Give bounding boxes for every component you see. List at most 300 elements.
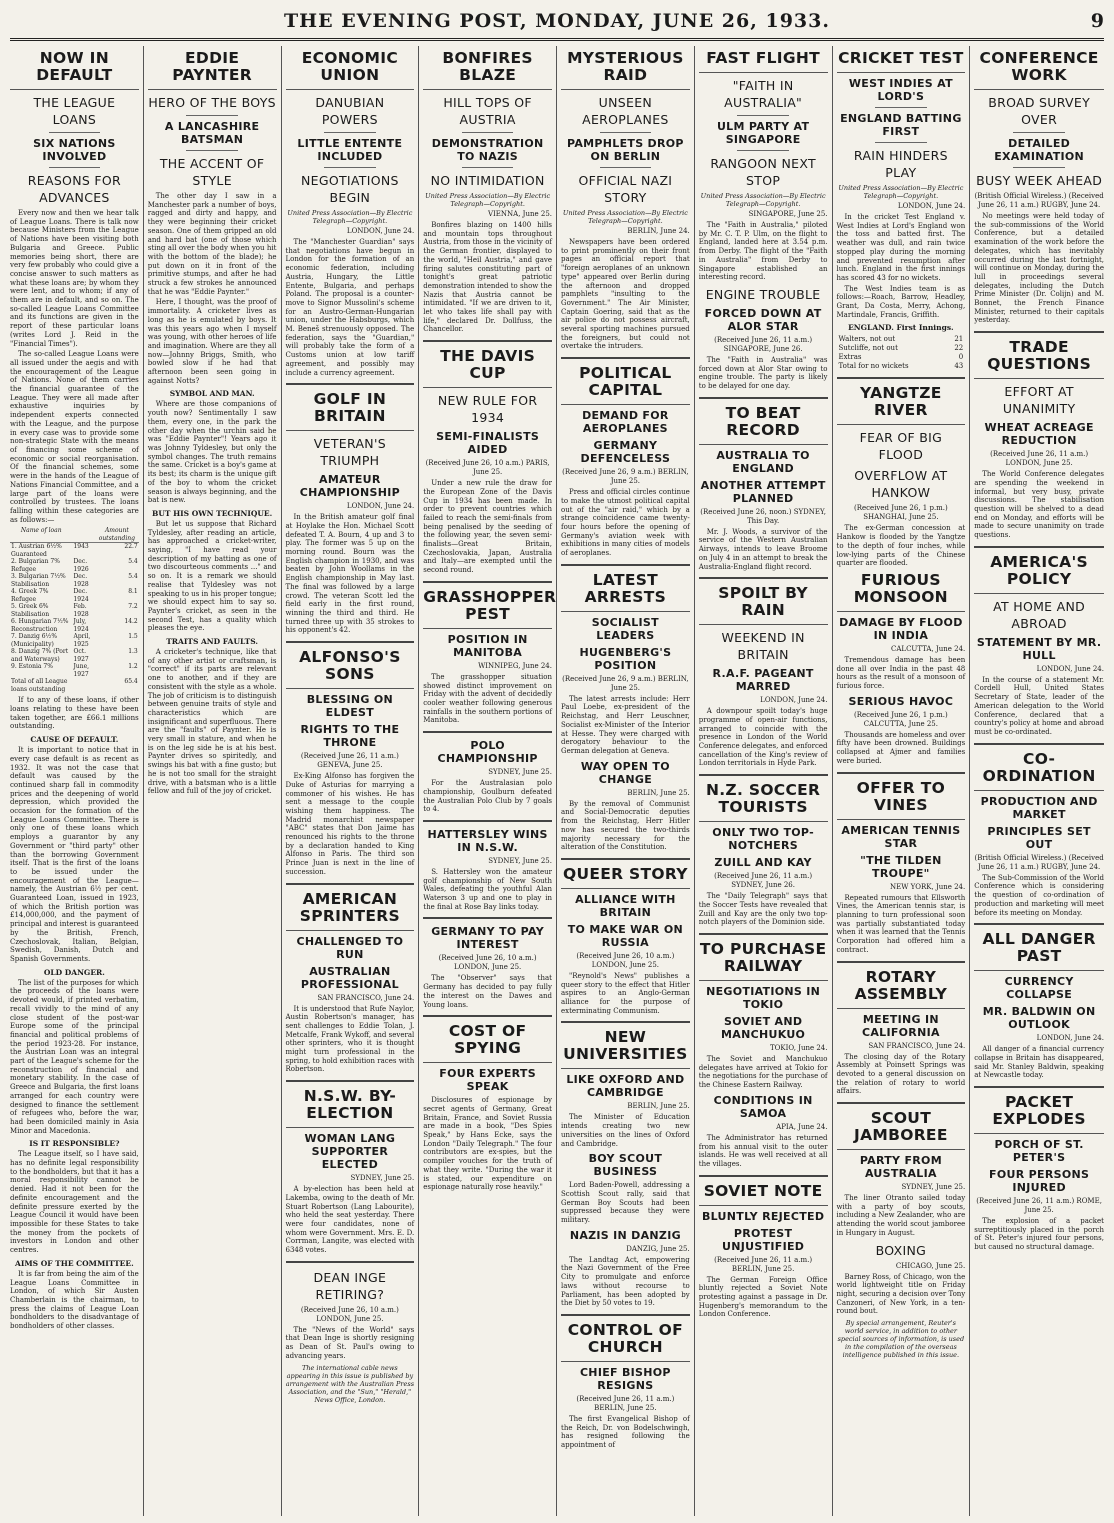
subheadline: HILL TOPS OF AUSTRIA bbox=[443, 95, 532, 127]
article-paragraph: Disclosures of espionage by secret agents of Germany, Great Britain, France, and Soviet Russia are made in a book, "Des Spies Speak," by Hans Ecke, says the London "Daily Telegraph." The four contributors are ex-spies, but the compiler vouches for the truth of what they write. "During the war it is stated, our expenditure on espionage naturally rose heavily." bbox=[423, 1096, 552, 1192]
subheadline: FEAR OF BIG FLOOD bbox=[859, 430, 943, 463]
article-paragraph: Tremendous damage has been done all over India in the past 48 hours as the result of a monsoon of furious force. bbox=[836, 655, 966, 691]
section-heading: AIMS OF THE COMMITTEE. bbox=[15, 1258, 134, 1268]
divider bbox=[561, 357, 690, 359]
subheadline: ALLIANCE WITH BRITAIN bbox=[575, 892, 676, 919]
dateline: (Received June 26, 11 a.m.) SINGAPORE, June 26. bbox=[714, 335, 813, 353]
headline: N.Z. SOCCER TOURISTS bbox=[699, 782, 828, 822]
subheadline: ANOTHER ATTEMPT PLANNED bbox=[700, 478, 826, 505]
headline: EDDIE PAYNTER bbox=[148, 50, 277, 90]
subheadline: PRODUCTION AND MARKET bbox=[980, 794, 1098, 821]
headline: ROTARY ASSEMBLY bbox=[837, 969, 966, 1009]
subheadline: CHIEF BISHOP RESIGNS bbox=[579, 1365, 671, 1392]
headline: ENGINE TROUBLE bbox=[705, 286, 821, 302]
table-row bbox=[10, 663, 139, 678]
news-columns bbox=[6, 46, 1108, 1516]
loan-amount: 14.2 bbox=[124, 618, 138, 626]
headline: LATEST ARRESTS bbox=[561, 572, 690, 612]
subheadline: DAMAGE BY FLOOD IN INDIA bbox=[839, 615, 963, 642]
headline: CO-ORDINATION bbox=[974, 751, 1104, 791]
subheadline: ZUILL AND KAY bbox=[714, 856, 812, 870]
loan-amount: 1.2 bbox=[128, 663, 138, 671]
headline: TRADE QUESTIONS bbox=[974, 339, 1104, 379]
subheadline: DEMAND FOR AEROPLANES bbox=[582, 409, 669, 436]
table-row bbox=[837, 362, 966, 371]
subheadline: AMATEUR CHAMPIONSHIP bbox=[299, 473, 401, 500]
article-paragraph: The latest arrests include: Herr Paul Loebe, ex-president of the Reichstag, and Herr Leuschner, Socialist ex-Minister of the Interior at Hesse. They were charged with derogatory behaviour to the German delegation at Geneva. bbox=[561, 694, 690, 755]
subheadline: ULM PARTY AT SINGAPORE bbox=[716, 120, 810, 146]
dateline: BERLIN, June 25. bbox=[627, 1102, 690, 1111]
dateline: NEW YORK, June 24. bbox=[889, 882, 966, 891]
column-8 bbox=[970, 46, 1108, 1516]
loan-amount: 7.2 bbox=[128, 603, 138, 611]
page-number: 9 bbox=[1090, 10, 1104, 32]
newspaper-title: THE EVENING POST, MONDAY, JUNE 26, 1933. bbox=[284, 10, 830, 32]
footnote: By special arrangement, Reuter's world service, in addition to other special sources of information, is used in the compilation of the overseas intelligence published in this issue. bbox=[837, 1319, 965, 1360]
headline: MYSTERIOUS RAID bbox=[561, 50, 690, 90]
dateline: (Received June 26, 10 a.m.) PARIS, June 25. bbox=[425, 459, 550, 477]
article-paragraph: It is understood that Rufe Naylor, Austin Robertson's manager, has sent challenges to Eddie Tolan, J. Metcalfe, Frank Wykoff, and several other sprinters, who it is thought might turn professional in the spring, to hold exhibition races with Robertson. bbox=[285, 1004, 415, 1074]
article-paragraph: The "Faith in Australia" was forced down at Alor Star owing to engine trouble. The party is likely to be delayed for one day. bbox=[698, 355, 828, 391]
table-header: Name of loan bbox=[10, 527, 72, 543]
headline: CONTROL OF CHURCH bbox=[561, 1322, 690, 1362]
subheadline: STATEMENT BY MR. HULL bbox=[976, 635, 1102, 662]
footnote: The international cable news appearing in this issue is published by arrangement with the Australian Press Association, and the "Sun," "Herald," News Office, London. bbox=[285, 1363, 415, 1404]
table-row bbox=[10, 618, 139, 633]
divider bbox=[974, 743, 1104, 745]
subheadline: REASONS FOR ADVANCES bbox=[27, 173, 121, 205]
headline: POLO CHAMPIONSHIP bbox=[437, 739, 538, 766]
headline: YANGTZE RIVER bbox=[837, 385, 966, 425]
subheadline: WOMAN LANG SUPPORTER ELECTED bbox=[304, 1132, 396, 1172]
subheadline: OFFICIAL NAZI STORY bbox=[578, 173, 673, 205]
subheadline: AT HOME AND ABROAD bbox=[993, 598, 1086, 631]
dateline: (Received June 26, 10 a.m.) LONDON, June 25. bbox=[300, 1305, 399, 1323]
dateline: (Received June 26, 10 a.m.) LONDON, June 25. bbox=[576, 951, 675, 969]
headline: TO PURCHASE RAILWAY bbox=[699, 941, 828, 981]
column-7 bbox=[833, 46, 971, 1516]
headline: PACKET EXPLODES bbox=[974, 1094, 1104, 1134]
article-paragraph: The other day I saw in a Manchester park a number of boys, ragged and dirty and happy, and they were beginning their cricket season. One of them gripped an old and hard bat (one of those which sting all over the body when you hit with the bottom of the blade); he put down on it in front of the primitive stumps, and after he had struck a few strokes he announced that he was "Eddie Paynter." bbox=[147, 192, 277, 296]
table-header: Amount outstanding bbox=[95, 527, 139, 543]
dateline: BERLIN, June 25. bbox=[627, 788, 690, 797]
divider bbox=[974, 331, 1104, 333]
dateline: (British Official Wireless.) (Received June 26, 11 a.m.) RUGBY, June 24. bbox=[974, 192, 1104, 209]
dateline: SAN FRANCISCO, June 24. bbox=[317, 993, 415, 1002]
dateline: WINNIPEG, June 24. bbox=[478, 661, 552, 670]
article-paragraph: The World Conference delegates are spending the weekend in informal, but very busy, private discussions. The stabilisation question will be shelved to a dead end on Monday, and efforts will be made to secure unanimity on trade questions. bbox=[974, 470, 1104, 540]
divider bbox=[699, 577, 828, 579]
divider bbox=[561, 1021, 690, 1023]
section-heading: IS IT RESPONSIBLE? bbox=[29, 1139, 120, 1149]
dateline: (Received June 26, 11 a.m.) ROME, June 25. bbox=[976, 1197, 1102, 1215]
divider bbox=[974, 1086, 1104, 1088]
subheadline: RIGHTS TO THE THRONE bbox=[300, 723, 400, 750]
article-paragraph: The list of the purposes for which the proceeds of the loans were devoted would, if printed verbatim, recall vividly to the mind of any close student of the post-war Europe some of the principal financial and political problems of the period 1923-28. For instance, the Austrian Loan was an integral part of the League's scheme for the reconstruction of financial and monetary stability. In the case of Greece and Bulgaria, the first loans arranged for each country were designed to finance the settlement of refugees who, before the war, had been domiciled mainly in Asia Minor and Macedonia. bbox=[10, 978, 139, 1135]
table-row bbox=[837, 335, 966, 344]
batsman: Walters, not out bbox=[838, 335, 896, 344]
table-row bbox=[10, 588, 139, 603]
article-paragraph: Barney Ross, of Chicago, won the world lightweight title on Friday night, securing a decision over Tony Canzoneri, of New York, in a ten-round bout. bbox=[836, 1272, 966, 1316]
subheadline: WHEAT ACREAGE REDUCTION bbox=[984, 421, 1094, 448]
subheadline: VETERAN'S TRIUMPH bbox=[313, 436, 386, 469]
subheadline: "FAITH IN AUSTRALIA" bbox=[724, 78, 803, 110]
article-paragraph: No meetings were held today of the sub-commissions of the World Conference, but a detailed examination of the work before the delegates, which has inevitably occurred during the last fortnight, will continue on Monday, during the lull in proceedings several delegates, including the Dutch Prime Minister (Dr. Colijn) and M. Bonnet, the French Finance Minister, returned to their capitals yesterday. bbox=[974, 212, 1104, 325]
loan-date: July, 1924 bbox=[73, 618, 89, 633]
column-3 bbox=[282, 46, 420, 1516]
subheadline: DEMONSTRATION TO NAZIS bbox=[431, 137, 544, 163]
article-paragraph: The closing day of the Rotary Assembly at Poinsett Springs was devoted to a general discussion on the relation of rotary to world affairs. bbox=[836, 1052, 966, 1096]
divider bbox=[423, 1015, 552, 1017]
dateline: (Received June 26, 11 a.m.) GENEVA, June 25. bbox=[300, 752, 399, 770]
headline: HATTERSLEY WINS IN N.S.W. bbox=[427, 827, 548, 854]
runs: 21 bbox=[954, 335, 964, 344]
article-paragraph: In the course of a statement Mr. Cordell Hull, United States Secretary of State, leader of the American delegation to the World Conference, declared that a country's policy at home and abroad must be co-ordinated. bbox=[974, 675, 1104, 736]
subheadline: SOCIALIST LEADERS bbox=[591, 615, 659, 642]
article-paragraph: The first Evangelical Bishop of the Reich, Dr. von Bodelschwingh, has resigned following the appointment of bbox=[561, 1414, 690, 1450]
batsman: Extras bbox=[838, 353, 862, 362]
runs: 0 bbox=[958, 353, 964, 362]
article-paragraph: Lord Baden-Powell, addressing a Scottish Scout rally, said that German Boy Scouts had been suppressed because they were military. bbox=[561, 1181, 690, 1225]
headline: FURIOUS MONSOON bbox=[837, 572, 966, 612]
divider bbox=[423, 820, 552, 822]
subheadline: BLUNTLY REJECTED bbox=[701, 1209, 825, 1223]
table-row bbox=[10, 573, 139, 588]
dateline: DANZIG, June 25. bbox=[626, 1244, 690, 1253]
article-paragraph: The "Manchester Guardian" says that negotiations have begun in London for the formation of an economic federation, including Austria, Hungary, the Little Entente, Bulgaria, and perhaps Poland. The proposal is a counter-move to Signor Mussolini's scheme for an Austro-German-Hungarian union, under the Habsburgs, which M. Beneš strenuously opposed. The federation, says the "Guardian," will probably take the form of a Customs union at low tariff agreement, and possibly may include a currency agreement. bbox=[285, 238, 415, 377]
article-paragraph: In the cricket Test England v. West Indies at Lord's England won the toss and batted first. The weather was dull, and rain twice stopped play during the morning and prevented resumption after lunch. England in the first innings has scored 43 for no wickets. bbox=[836, 213, 966, 282]
subheadline: POSITION IN MANITOBA bbox=[447, 632, 528, 659]
runs: 22 bbox=[954, 344, 964, 353]
subheadline: LITTLE ENTENTE INCLUDED bbox=[297, 137, 403, 163]
article-paragraph: It is important to notice that in every case default is as recent as 1932. It was not the case that default was caused by the continued sharp fall in commodity prices and the deepening of world depression, which provided the occasion for the formation of the League Loans Committee. There is only one of these loans which employs a guarantor by any Government or "third party" other than the borrowing Government itself. That is the first of the loans to be issued under the encouragement of the League—namely, the Austrian 6½ per cent. Guaranteed Loan, issued in 1923, of which the British portion was £14,000,000, and the payment of principal and interest is guaranteed by the British, French, Czechoslovak, Italian, Belgian, Swedish, Danish, Dutch and Spanish Governments. bbox=[10, 746, 139, 963]
dateline: SINGAPORE, June 25. bbox=[748, 210, 828, 218]
divider bbox=[561, 564, 690, 566]
subheadline: HERO OF THE BOYS bbox=[148, 95, 276, 110]
divider bbox=[1013, 167, 1065, 168]
batsman: Total for no wickets bbox=[838, 362, 909, 371]
headline: TO BEAT RECORD bbox=[699, 405, 828, 445]
subheadline: FORCED DOWN AT ALOR STAR bbox=[704, 306, 822, 333]
subheadline: ENGLAND BATTING FIRST bbox=[840, 112, 962, 138]
article-paragraph: Where are those companions of youth now? Sentimentally I saw them, every one, in the park the other day when the urchin said he was "Eddie Paynter"! Years ago it was Johnny Tyldesley, but only the symbol changes. The truth remains the same. Cricket is a boy's game at its best; its charm is the unique gift of the boy to whom the cricket season is always beginning, and the bat is new. bbox=[147, 400, 277, 505]
loan-name: 5. Greek 6% Stabilisation bbox=[11, 603, 50, 618]
divider bbox=[837, 1102, 966, 1104]
subheadline: BROAD SURVEY OVER bbox=[988, 95, 1091, 127]
headline: SPOILT BY RAIN bbox=[699, 585, 828, 625]
article-paragraph: S. Hattersley won the amateur golf championship of New South Wales, defeating the youthful Alan Waterson 3 up and one to play in the final at Rose Bay links today. bbox=[423, 867, 552, 911]
loan-name: 8. Danzig 7% (Port and Waterways) bbox=[11, 648, 69, 663]
divider bbox=[600, 132, 652, 133]
article-paragraph: All danger of a financial currency collapse in Britain has disappeared, said Mr. Stanley Baldwin, speaking at Newcastle today. bbox=[974, 1045, 1104, 1080]
dateline: LONDON, June 24. bbox=[1036, 664, 1104, 673]
loan-date: June, 1927 bbox=[73, 663, 90, 678]
article-paragraph: A downpour spoilt today's huge programme of open-air functions, arranged to coincide with the presence in London of the World Conference delegates, and enforced cancellation of the King's review of London territorials in Hyde Park. bbox=[698, 707, 828, 768]
article-paragraph: The ex-German concession at Hankow is flooded by the Yangtze to the depth of four inches, while low-lying parts of the Chinese quarter are flooded. bbox=[836, 524, 966, 568]
article-paragraph: A by-election has been held at Lakemba, owing to the death of Mr. Stuart Robertson (Lang Labourite), who held the seat yesterday. There were four candidates, none of whom were Government. Mrs. E. D. Corrman, Langite, was elected with 6348 votes. bbox=[285, 1185, 415, 1255]
divider bbox=[561, 1314, 690, 1316]
headline: BOXING bbox=[875, 1242, 927, 1258]
subheadline: "THE TILDEN TROUPE" bbox=[860, 853, 942, 880]
loan-date: April, 1925 bbox=[73, 633, 91, 648]
subheadline: NEGOTIATIONS IN TOKIO bbox=[706, 984, 821, 1011]
divider bbox=[699, 933, 828, 935]
table-row bbox=[837, 353, 966, 362]
divider bbox=[974, 923, 1104, 925]
loan-date: Dec. 1928 bbox=[73, 573, 89, 588]
divider bbox=[737, 115, 789, 116]
dateline: LONDON, June 24. bbox=[346, 227, 415, 235]
wire-credit: United Press Association—By Electric Telegraph—Copyright. bbox=[287, 209, 413, 225]
headline: BOY SCOUT BUSINESS bbox=[588, 1152, 663, 1179]
headline: CONDITIONS IN SAMOA bbox=[713, 1093, 813, 1120]
dateline: (Received June 26, 1 p.m.) SHANGHAI, June 25. bbox=[853, 504, 948, 522]
divider bbox=[875, 107, 927, 108]
wire-credit: United Press Association—By Electric Telegraph—Copyright. bbox=[562, 209, 688, 225]
dateline: LONDON, June 24. bbox=[1036, 1034, 1104, 1043]
loan-amount: 65.4 bbox=[124, 678, 138, 686]
headline: NEW UNIVERSITIES bbox=[561, 1029, 690, 1069]
headline: N.S.W. BY-ELECTION bbox=[286, 1088, 415, 1128]
dateline: (Received June 26, 10 a.m.) LONDON, June 25. bbox=[438, 954, 537, 972]
dateline: SYDNEY, June 25. bbox=[488, 856, 552, 865]
subheadline: OVERFLOW AT HANKOW bbox=[854, 468, 948, 501]
article-paragraph: Mr. J. Woods, a survivor of the service of the Western Australian Airways, intends to leave Broome on July 4 in an attempt to break the Australia-England flight record. bbox=[698, 527, 828, 571]
dateline: (Received June 26, 1 p.m.) CALCUTTA, June 25. bbox=[853, 710, 948, 728]
dateline: SAN FRANCISCO, June 24. bbox=[868, 1041, 966, 1050]
section-heading: OLD DANGER. bbox=[43, 967, 105, 977]
dateline: VIENNA, June 25. bbox=[487, 210, 552, 218]
subheadline: R.A.F. PAGEANT MARRED bbox=[712, 667, 814, 694]
subheadline: PAMPHLETS DROP ON BERLIN bbox=[566, 137, 684, 163]
loan-date: Feb. 1928 bbox=[73, 603, 89, 618]
divider bbox=[286, 1080, 415, 1082]
loan-date: Dec. 1924 bbox=[73, 588, 89, 603]
loan-date: Oct. 1927 bbox=[73, 648, 89, 663]
subheadline: MEETING IN CALIFORNIA bbox=[861, 1012, 940, 1039]
divider bbox=[324, 132, 376, 133]
headline: ALL DANGER PAST bbox=[974, 931, 1104, 971]
table-row bbox=[10, 603, 139, 618]
dateline: (Received June 26, 11 a.m.) BERLIN, June 25. bbox=[714, 1255, 813, 1273]
subheadline: AMERICAN TENNIS STAR bbox=[841, 823, 961, 850]
loan-name: 6. Hungarian 7½% Reconstruction bbox=[11, 618, 69, 633]
table-row bbox=[10, 678, 139, 693]
scorecard bbox=[837, 335, 966, 371]
divider bbox=[286, 383, 415, 385]
subheadline: WEST INDIES AT LORD'S bbox=[848, 77, 953, 103]
article-paragraph: But let us suppose that Richard Tyldesley, after reading an article, has approached a cricket-writer, saying, "I have read your description of my batting as one of two discourteous comments ..." and so on. It is a remark we should realise that Tyldesley was not speaking to us in his proper tongue; we should expect him to say so. Paynter's cricket, as seen in the second Test, has a quality which pleases the eye. bbox=[147, 519, 277, 633]
article-paragraph: Press and official circles continue to make the utmost political capital out of the "air raid," which by a strange coincidence came twenty-four hours before the opening of Germany's aviation week with exhibitions in many cities of models of aeroplanes. bbox=[561, 488, 690, 558]
subheadline: FOUR EXPERTS SPEAK bbox=[439, 1067, 536, 1094]
loan-name: 1. Austrian 6½% Guaranteed bbox=[11, 543, 62, 558]
article-paragraph: It is far from being the aim of the League Loans Committee in London, of which Sir Austen Chamberlain is the chairman, to press the claims of League Loan bondholders to the disadvantage of bondholders of other classes. bbox=[10, 1269, 139, 1331]
headline: SCOUT JAMBOREE bbox=[837, 1110, 966, 1150]
article-paragraph: The "Daily Telegraph" says that the Soccer Tests have revealed that Zuill and Kay are the only two top-notch players of the Dominion side. bbox=[698, 892, 828, 927]
loan-amount: 22.7 bbox=[124, 543, 138, 551]
article-paragraph: The Soviet and Manchukuo delegates have arrived at Tokio for the negotiations for the purchase of the Chinese Eastern Railway. bbox=[698, 1054, 828, 1090]
divider bbox=[49, 132, 101, 133]
dateline: SYDNEY, June 25. bbox=[901, 1183, 966, 1192]
headline: NOW IN DEFAULT bbox=[10, 50, 139, 90]
subheadline: EFFORT AT UNANIMITY bbox=[1002, 384, 1076, 417]
article-paragraph: The Minister of Education intends creating two new universities on the lines of Oxford and Cambridge. bbox=[561, 1113, 690, 1148]
divider bbox=[49, 167, 101, 168]
dateline: CHICAGO, June 25. bbox=[895, 1261, 966, 1270]
loan-name: 2. Bulgarian 7% Refugee bbox=[11, 558, 60, 573]
subheadline: NO INTIMIDATION bbox=[430, 173, 545, 188]
article-paragraph: The German Foreign Office bluntly rejected a Soviet Note protesting against a passage in Dr. Hugenberg's memorandum to the London Conference. bbox=[698, 1275, 828, 1319]
subheadline: NEGOTIATIONS BEGIN bbox=[301, 173, 399, 205]
headline: THE DAVIS CUP bbox=[423, 348, 552, 388]
subheadline: PARTY FROM AUSTRALIA bbox=[859, 1154, 942, 1181]
divider bbox=[423, 581, 552, 583]
headline: CRICKET TEST bbox=[837, 50, 966, 73]
headline: CONFERENCE WORK bbox=[974, 50, 1104, 90]
subheadline: A LANCASHIRE BATSMAN bbox=[164, 120, 260, 146]
divider bbox=[186, 150, 238, 151]
divider bbox=[699, 774, 828, 776]
table-row bbox=[10, 543, 139, 559]
table-row bbox=[10, 648, 139, 663]
subheadline: FOUR PERSONS INJURED bbox=[989, 1168, 1090, 1195]
divider bbox=[561, 858, 690, 860]
divider bbox=[737, 150, 789, 151]
divider bbox=[600, 167, 652, 168]
headline: ECONOMIC UNION bbox=[286, 50, 415, 90]
subheadline: AUSTRALIAN PROFESSIONAL bbox=[300, 964, 399, 991]
article-paragraph: Repeated rumours that Ellsworth Vines, the American tennis star, is planning to turn professional soon was partially substantiated today when it was learned that the Tennis Corporation had offered him a contract. bbox=[836, 893, 966, 954]
article-paragraph: The "Observer" says that Germany has decided to pay fully the interest on the Dawes and Young loans. bbox=[423, 974, 552, 1009]
subheadline: WEEKEND IN BRITAIN bbox=[721, 630, 805, 663]
subheadline: THE LEAGUE LOANS bbox=[33, 95, 116, 127]
loan-name: Total of all League loans outstanding bbox=[11, 678, 68, 693]
column-6 bbox=[695, 46, 833, 1516]
article-paragraph: By the removal of Communist and Social-Democratic deputies from the Reichstag, Herr Hitler now has secured the two-thirds majority necessary for the alteration of the Constitution. bbox=[561, 799, 690, 852]
article-paragraph: If to any of these loans, if other loans relating to these have been taken together, are £66.1 millions outstanding. bbox=[10, 696, 139, 731]
dateline: (Received June 26, 9 a.m.) BERLIN, June 25. bbox=[562, 468, 689, 486]
loan-amount: 5.4 bbox=[128, 558, 138, 566]
headline: AMERICA'S POLICY bbox=[974, 554, 1104, 594]
dateline: (Received June 26, 11 a.m.) BERLIN, June 25. bbox=[576, 1394, 675, 1412]
section-heading: BUT HIS OWN TECHNIQUE. bbox=[152, 508, 273, 518]
article-paragraph: Bonfires blazing on 1400 hills and mountain tops throughout Austria, from those in the vicinity of the German frontier, displayed to the world, "Heil Austria," and gave firing salutes constituting part of tonight's great patriotic demonstration intended to show the Nazis that Austria cannot be intimidated. "If we are driven to it, let who takes life shall pay with life," declared Dr. Dollfuss, the Chancellor. bbox=[423, 221, 552, 334]
subheadline: UNSEEN AEROPLANES bbox=[582, 95, 669, 127]
article-paragraph: "Reynold's News" publishes a queer story to the effect that Hitler aspires to an Anglo-German alliance for the purpose of exterminating Communism. bbox=[561, 971, 690, 1015]
headline: GRASSHOPPER PEST bbox=[423, 589, 552, 629]
dateline: APIA, June 24. bbox=[776, 1122, 828, 1131]
table-row bbox=[10, 633, 139, 648]
wire-credit: United Press Association—By Electric Telegraph—Copyright. bbox=[700, 192, 826, 208]
dateline: CALCUTTA, June 24. bbox=[891, 644, 966, 653]
loan-amount: 1.3 bbox=[128, 648, 138, 656]
article-paragraph: The Sub-Commission of the World Conference which is considering the question of co-ordination of production and marketing will meet before its meeting on Monday. bbox=[974, 873, 1104, 917]
divider bbox=[699, 397, 828, 399]
subheadline: RAIN HINDERS PLAY bbox=[853, 148, 948, 180]
wire-credit: United Press Association—By Electric Telegraph—Copyright. bbox=[425, 192, 551, 208]
headline: POLITICAL CAPITAL bbox=[561, 365, 690, 405]
divider bbox=[462, 132, 514, 133]
subheadline: PORCH OF ST. PETER'S bbox=[994, 1138, 1084, 1165]
table-row bbox=[837, 344, 966, 353]
table-header bbox=[72, 527, 94, 543]
subheadline: BUSY WEEK AHEAD bbox=[976, 173, 1103, 188]
runs: 43 bbox=[954, 362, 964, 371]
subheadline: AUSTRALIA TO ENGLAND bbox=[716, 448, 810, 475]
subheadline: DETAILED EXAMINATION bbox=[994, 137, 1085, 163]
article-paragraph: The explosion of a packet surreptitiously placed in the porch of St. Peter's injured four persons, but caused no structural damage. bbox=[974, 1217, 1104, 1252]
loan-date: Dec. 1926 bbox=[73, 558, 89, 573]
article-paragraph: Thousands are homeless and over fifty have been drowned. Buildings collapsed at Ajmer and families were buried. bbox=[836, 730, 966, 765]
subheadline: MR. BALDWIN ON OUTLOOK bbox=[982, 1005, 1096, 1032]
column-2 bbox=[144, 46, 282, 1516]
dateline: (British Official Wireless.) (Received June 26, 11 a.m.) RUGBY, June 24. bbox=[974, 853, 1104, 871]
loan-name: 7. Danzig 6½% (Municipality) bbox=[11, 633, 58, 648]
subheadline: TO MAKE WAR ON RUSSIA bbox=[567, 922, 683, 949]
subheadline: WAY OPEN TO CHANGE bbox=[580, 759, 670, 786]
subheadline: DANUBIAN POWERS bbox=[315, 95, 385, 127]
divider bbox=[423, 731, 552, 733]
loan-name: 9. Estonia 7% bbox=[11, 663, 53, 671]
article-paragraph: Ex-King Alfonso has forgiven the Duke of Asturias for marrying a commoner of his wishes. He has sent a message to the couple wishing them happiness. The Madrid monarchist newspaper "ABC" states that Don Jaime has renounced his rights to the throne by a declaration handed to King Alfonso in Paris. The third son Prince Juan is next in the line of succession. bbox=[285, 772, 415, 876]
table-row bbox=[10, 558, 139, 573]
headline: DEAN INGE RETIRING? bbox=[313, 1269, 387, 1302]
divider bbox=[186, 115, 238, 116]
subheadline: CURRENCY COLLAPSE bbox=[1004, 975, 1074, 1002]
divider bbox=[974, 546, 1104, 548]
dateline: BERLIN, June 24. bbox=[627, 227, 690, 235]
dateline: (Received June 26, 9 a.m.) BERLIN, June 25. bbox=[562, 674, 689, 692]
article-paragraph: The "News of the World" says that Dean Inge is shortly resigning as Dean of St. Paul's owing to advancing years. bbox=[285, 1325, 415, 1360]
divider bbox=[699, 1175, 828, 1177]
divider bbox=[423, 917, 552, 919]
loan-date bbox=[72, 678, 94, 693]
section-heading: CAUSE OF DEFAULT. bbox=[30, 735, 119, 745]
divider bbox=[837, 377, 966, 379]
column-4 bbox=[419, 46, 557, 1516]
article-paragraph: The "Faith in Australia," piloted by Mr. C. T. P. Ulm, on the flight to England, landed here at 3.54 p.m. from Derby. The flight of the "Faith in Australia" from Derby to Singapore established an interesting record. bbox=[698, 221, 828, 282]
subheadline: THE ACCENT OF STYLE bbox=[159, 156, 265, 188]
divider bbox=[286, 641, 415, 643]
section-heading: TRAITS AND FAULTS. bbox=[166, 637, 259, 647]
article-paragraph: Under a new rule the draw for the European Zone of the Davis Cup in 1934 has been made. In order to prevent countries which failed to reach the semi-finals from being penalised by the seeding of the following year, the seven semi-finalists—Great Britain, Czechoslovakia, Japan, Australia and Italy—are exempted until the second round. bbox=[423, 479, 552, 575]
subheadline: PROTEST UNJUSTIFIED bbox=[722, 1226, 805, 1253]
headline: SOVIET NOTE bbox=[699, 1183, 828, 1206]
divider bbox=[324, 167, 376, 168]
headline: OFFER TO VINES bbox=[837, 780, 966, 820]
divider bbox=[286, 1261, 415, 1263]
headline: FAST FLIGHT bbox=[699, 50, 828, 73]
headline: GOLF IN BRITAIN bbox=[286, 391, 415, 431]
subheadline: PRINCIPLES SET OUT bbox=[987, 824, 1091, 851]
article-paragraph: The Landtag Act, empowering the Nazi Government of the Free City to promulgate and enforce laws without recourse to Parliament, has been adopted by the Diet by 50 votes to 19. bbox=[561, 1255, 690, 1308]
article-paragraph: The so-called League Loans were all issued under the aegis and with the encouragement of the League of Nations. None of them carries the financial guarantee of the League. They were all made after exhaustive inquiries by independent experts connected with the League, and the purpose in every case was to provide some non-strategic State with the means of financing some scheme of economic or social reorganisation. Of the financial schemes, some were in the hands of the League of Nations Financial Committee, and a large part of the loans were controlled by trustees. The loans falling within these categories are as follows:— bbox=[10, 350, 139, 524]
subheadline: LIKE OXFORD AND CAMBRIDGE bbox=[566, 1073, 685, 1100]
subheadline: SIX NATIONS INVOLVED bbox=[33, 137, 116, 163]
divider bbox=[423, 340, 552, 342]
subheadline: BLESSING ON ELDEST bbox=[306, 693, 394, 720]
headline: COST OF SPYING bbox=[423, 1023, 552, 1063]
loan-name: 3. Bulgarian 7½% Stabilisation bbox=[11, 573, 66, 588]
loans-table bbox=[10, 527, 139, 693]
dateline: LONDON, June 24. bbox=[346, 502, 415, 511]
divider bbox=[1013, 132, 1065, 133]
dateline: (Received June 26, 11 a.m.) LONDON, June 25. bbox=[990, 450, 1089, 468]
loan-amount: 8.1 bbox=[128, 588, 138, 596]
headline: NAZIS IN DANZIG bbox=[569, 1228, 681, 1242]
article-paragraph: Every now and then we hear talk of League Loans. There is talk now because Ministers from the League of Nations have been visiting both Bulgaria and Greece. Public memories being short, there are very few probably who could give a concise answer to such matters as what these loans are; by whom they were lent, and to whom; if any of them are in default, and so on. The so-called League Loans Committee and its functions are given in the report of these particular loans (writes Lord J. Reid in the "Financial Times"). bbox=[10, 209, 139, 348]
article-paragraph: The Administrator has returned from his annual visit to the outer islands. He was well received at all the villages. bbox=[698, 1133, 828, 1168]
